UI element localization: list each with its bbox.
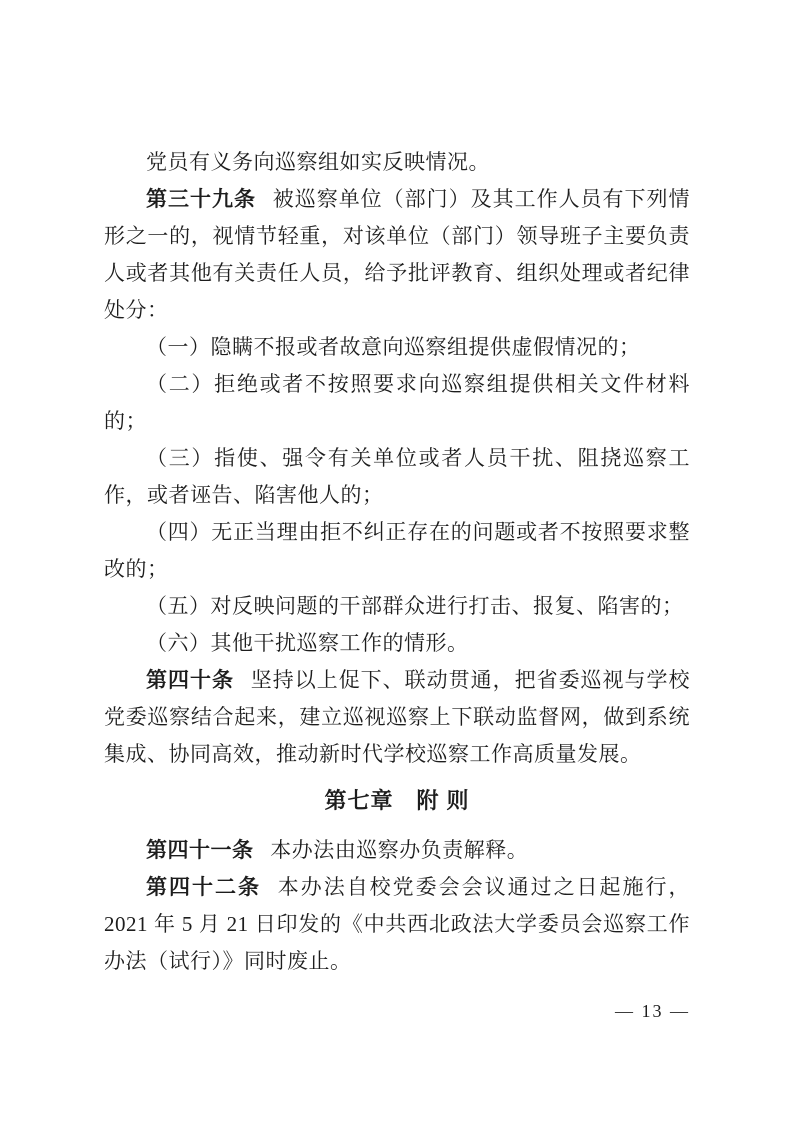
article-41 — [104, 832, 690, 869]
article-42 — [104, 869, 690, 980]
article-39-item-1 — [104, 329, 690, 366]
article-39-item-5 — [104, 588, 690, 625]
para-text: （五）对反映问题的干部群众进行打击、报复、陷害的； — [146, 594, 684, 618]
article-39-item-4 — [104, 514, 690, 588]
chapter-heading: 第七章 附 则 — [324, 788, 470, 813]
article-term: 第三十九条 — [146, 188, 256, 211]
article-39 — [104, 181, 690, 329]
para-text: 本办法自校党委会会议通过之日起施行，2021 年 5 月 21 日印发的《中共西北政法大学委员会巡察工作办法（试行）》同时废止。 — [104, 875, 691, 973]
article-39-item-2 — [104, 366, 690, 440]
para-text: （六）其他干扰巡察工作的情形。 — [146, 631, 469, 655]
para-text: 被巡察单位（部门）及其工作人员有下列情形之一的，视情节轻重，对该单位（部门）领导班子主要负责人或者其他有关责任人员，给予批评教育、组织处理或者纪律处分： — [104, 187, 691, 322]
article-term: 第四十一条 — [146, 839, 254, 862]
article-39-item-6 — [104, 625, 690, 662]
article-term: 第四十二条 — [146, 876, 261, 899]
document-body — [104, 144, 690, 980]
para-text: （一）隐瞒不报或者故意向巡察组提供虚假情况的； — [146, 335, 641, 359]
article-39-item-3 — [104, 440, 690, 514]
para-continuation — [104, 144, 690, 181]
article-term: 第四十条 — [146, 669, 234, 692]
para-text: （三）指使、强令有关单位或者人员干扰、阻挠巡察工作，或者诬告、陷害他人的； — [104, 446, 690, 507]
page-number: — 13 — — [615, 1001, 690, 1021]
para-text: （二）拒绝或者不按照要求向巡察组提供相关文件材料的； — [104, 372, 690, 433]
para-text: 坚持以上促下、联动贯通，把省委巡视与学校党委巡察结合起来，建立巡视巡察上下联动监督网，做到系统集成、协同高效，推动新时代学校巡察工作高质量发展。 — [104, 668, 691, 766]
para-text: 本办法由巡察办负责解释。 — [270, 838, 529, 862]
para-text: （四）无正当理由拒不纠正存在的问题或者不按照要求整改的； — [104, 520, 690, 581]
para-text: 党员有义务向巡察组如实反映情况。 — [146, 150, 490, 174]
article-40 — [104, 662, 690, 773]
